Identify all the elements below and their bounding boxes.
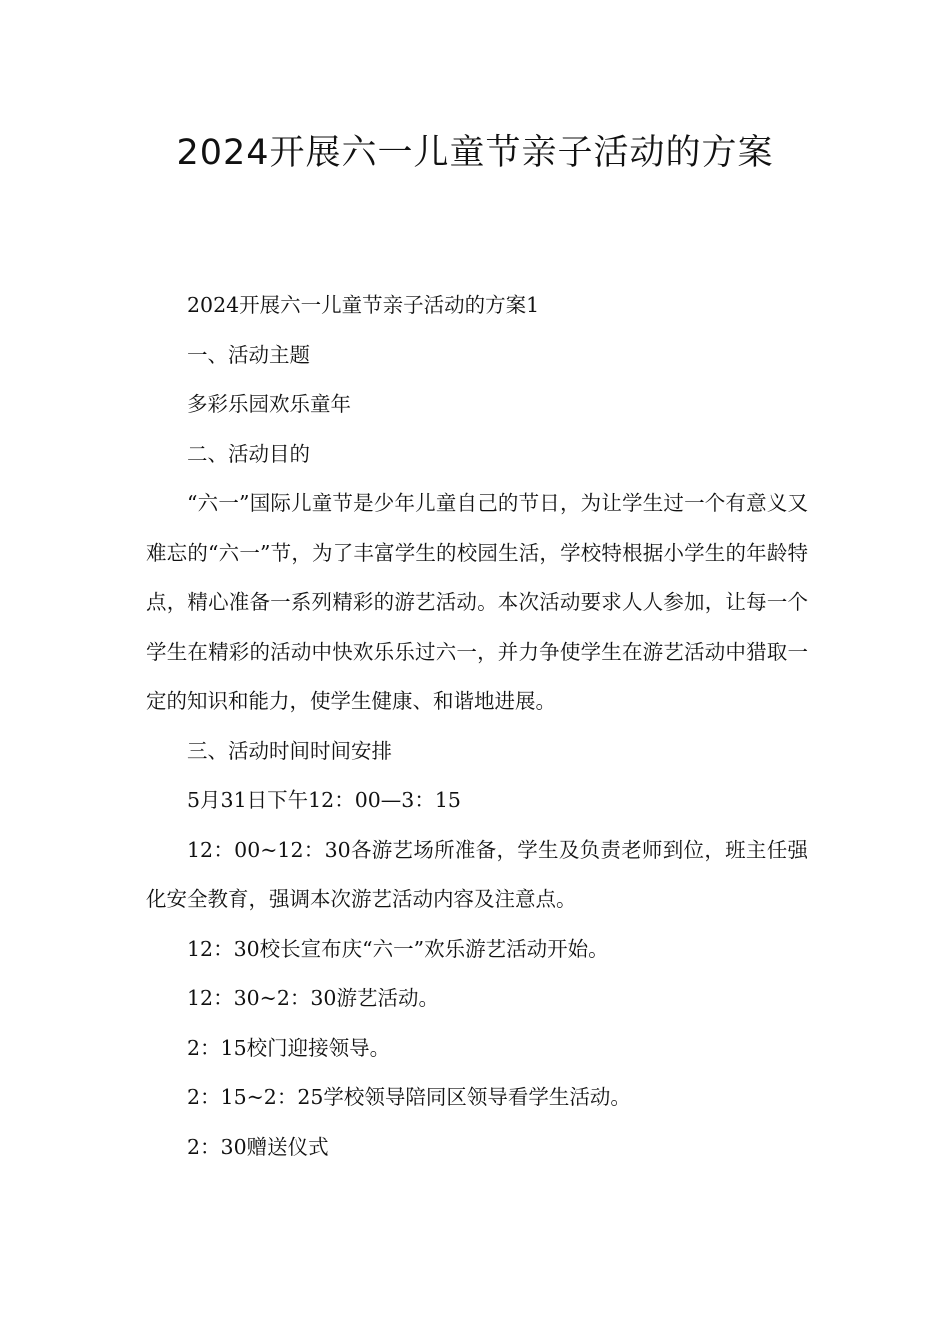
section-heading: 一、活动主题 (187, 342, 310, 367)
schedule-item: 12：30校长宣布庆“六一”欢乐游艺活动开始。 (187, 936, 609, 961)
section-heading: 2024开展六一儿童节亲子活动的方案1 (187, 293, 540, 317)
paragraph: “六一”国际儿童节是少年儿童自己的节日，为让学生过一个有意义又难忘的“六一”节，为了丰富学生的校园生活，学校特根据小学生的年龄特点，精心准备一系列精彩的游艺活动。本次活动要求人人参加，让每一个学生在精彩的活动中快欢乐乐过六一，并力争使学生在游艺活动中猎取一定的知识和能力，使学生健康、和谐地进展。 (146, 491, 808, 713)
schedule-item: 12：30~2：30游艺活动。 (187, 986, 439, 1010)
document-title: 2024开展六一儿童节亲子活动的方案 (176, 133, 774, 173)
schedule-item: 5月31日下午12：00—3：15 (187, 788, 461, 812)
schedule-item: 2：30赠送仪式 (187, 1134, 329, 1159)
paragraph: 多彩乐园欢乐童年 (187, 392, 351, 416)
document-body (146, 281, 808, 1172)
section-heading: 三、活动时间时间安排 (187, 738, 392, 763)
schedule-item: 2：15~2：25学校领导陪同区领导看学生活动。 (187, 1085, 631, 1109)
schedule-item: 12：00~12：30各游艺场所准备，学生及负责老师到位，班主任强化安全教育，强调本次游艺活动内容及注意点。 (146, 837, 808, 911)
section-heading: 二、活动目的 (187, 441, 310, 466)
schedule-item: 2：15校门迎接领导。 (187, 1035, 391, 1060)
